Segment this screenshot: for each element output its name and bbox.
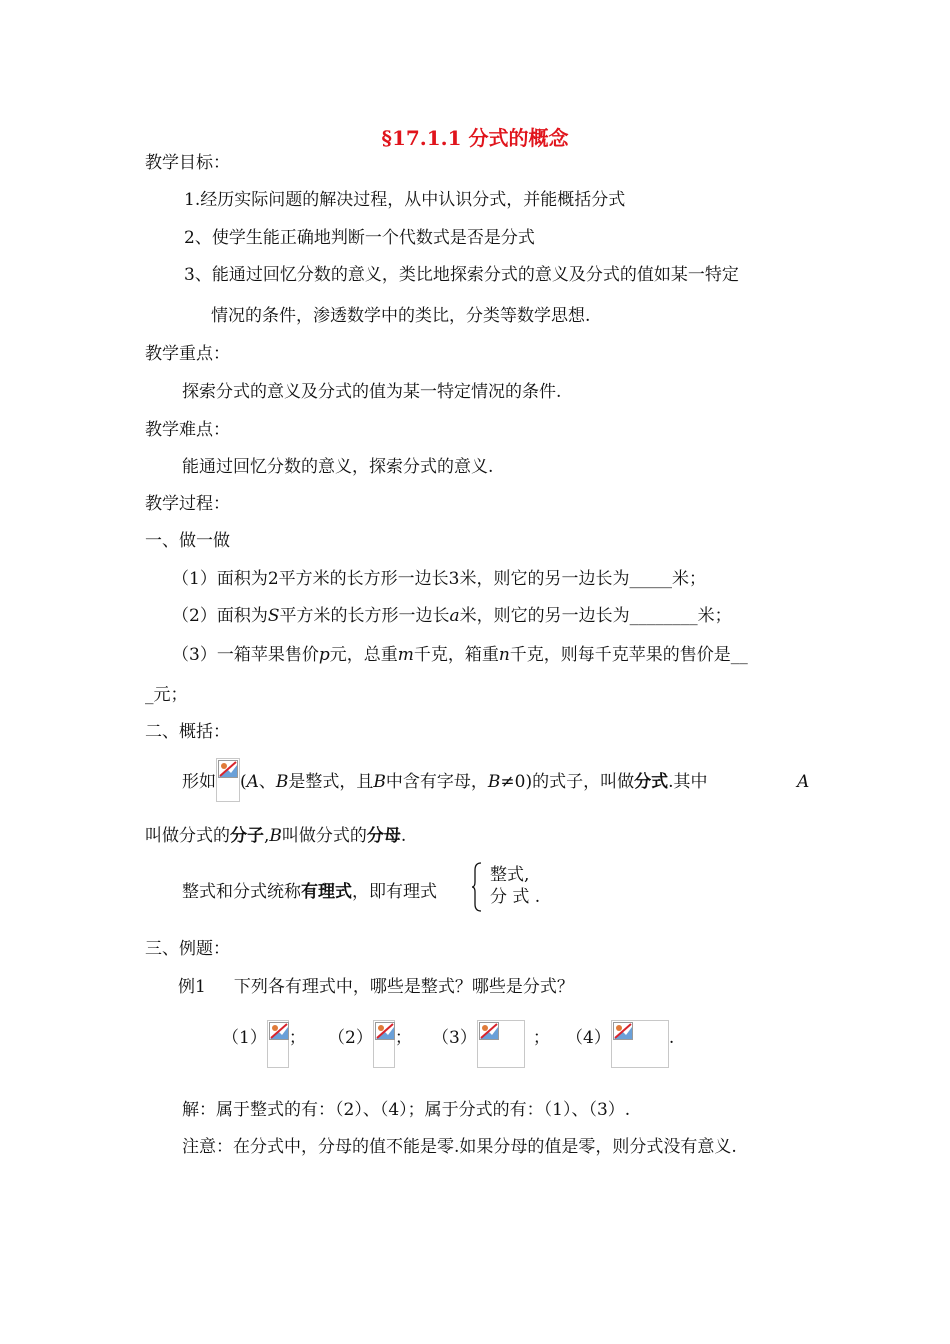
note-text: 注意：在分式中，分母的值不能是零.如果分母的值是零，则分式没有意义. bbox=[182, 1137, 737, 1157]
objective-item-3-cont: 情况的条件，渗透数学中的类比，分类等数学思想. bbox=[211, 306, 591, 326]
definition-line-1: 形如 (A、B是整式，且B中含有字母，B≠0)的式子，叫做分式.其中 bbox=[182, 771, 708, 802]
key-points-heading: 教学重点： bbox=[145, 344, 230, 364]
example-option-1: （1） ； bbox=[222, 1027, 306, 1068]
example-option-3: （3） ； bbox=[432, 1027, 550, 1068]
question-3: （3）一箱苹果售价p元，总重m千克，箱重n千克，则每千克苹果的售价是__ bbox=[172, 645, 748, 665]
difficulties-heading: 教学难点： bbox=[145, 420, 230, 440]
page-title: §17.1.1 分式的概念 bbox=[381, 126, 569, 150]
brace-icon bbox=[471, 862, 483, 912]
section3-heading: 三、例题： bbox=[145, 939, 230, 959]
image-placeholder-icon bbox=[373, 1020, 395, 1068]
rational-expression-line: 整式和分式统称有理式，即有理式 bbox=[182, 882, 437, 902]
solution-text: 解：属于整式的有：（2）、（4）；属于分式的有：（1）、（3）. bbox=[182, 1100, 631, 1120]
definition-line-2: 叫做分式的分子,B叫做分式的分母. bbox=[145, 826, 407, 846]
image-placeholder-icon bbox=[477, 1020, 525, 1068]
example-1: 例1 下列各有理式中，哪些是整式？哪些是分式？ bbox=[178, 977, 574, 997]
question-1: （1）面积为2平方米的长方形一边长3米，则它的另一边长为_____米； bbox=[172, 569, 706, 589]
image-placeholder-icon bbox=[611, 1020, 669, 1068]
example-option-2: （2） ； bbox=[328, 1027, 412, 1068]
question-3-cont: _元； bbox=[145, 685, 188, 705]
objectives-heading: 教学目标： bbox=[145, 153, 230, 173]
example-option-4: （4） . bbox=[566, 1027, 674, 1068]
section1-heading: 一、做一做 bbox=[145, 531, 230, 551]
key-points-text: 探索分式的意义及分式的值为某一特定情况的条件. bbox=[182, 382, 562, 402]
question-2: （2）面积为S平方米的长方形一边长a米，则它的另一边长为________米； bbox=[172, 606, 732, 626]
difficulties-text: 能通过回忆分数的意义，探索分式的意义. bbox=[182, 457, 494, 477]
objective-item-3: 3、能通过回忆分数的意义，类比地探索分式的意义及分式的值如某一特定 bbox=[184, 265, 739, 285]
objective-item-1: 1.经历实际问题的解决过程，从中认识分式，并能概括分式 bbox=[184, 190, 626, 210]
brace-item-integral: 整式, bbox=[490, 865, 530, 885]
brace-item-fraction: 分 式 . bbox=[490, 887, 541, 907]
image-placeholder-icon bbox=[216, 758, 240, 802]
objective-item-2: 2、使学生能正确地判断一个代数式是否是分式 bbox=[184, 228, 535, 248]
section2-heading: 二、概括： bbox=[145, 722, 230, 742]
process-heading: 教学过程： bbox=[145, 494, 230, 514]
variable-a: A bbox=[797, 772, 810, 792]
image-placeholder-icon bbox=[267, 1020, 289, 1068]
